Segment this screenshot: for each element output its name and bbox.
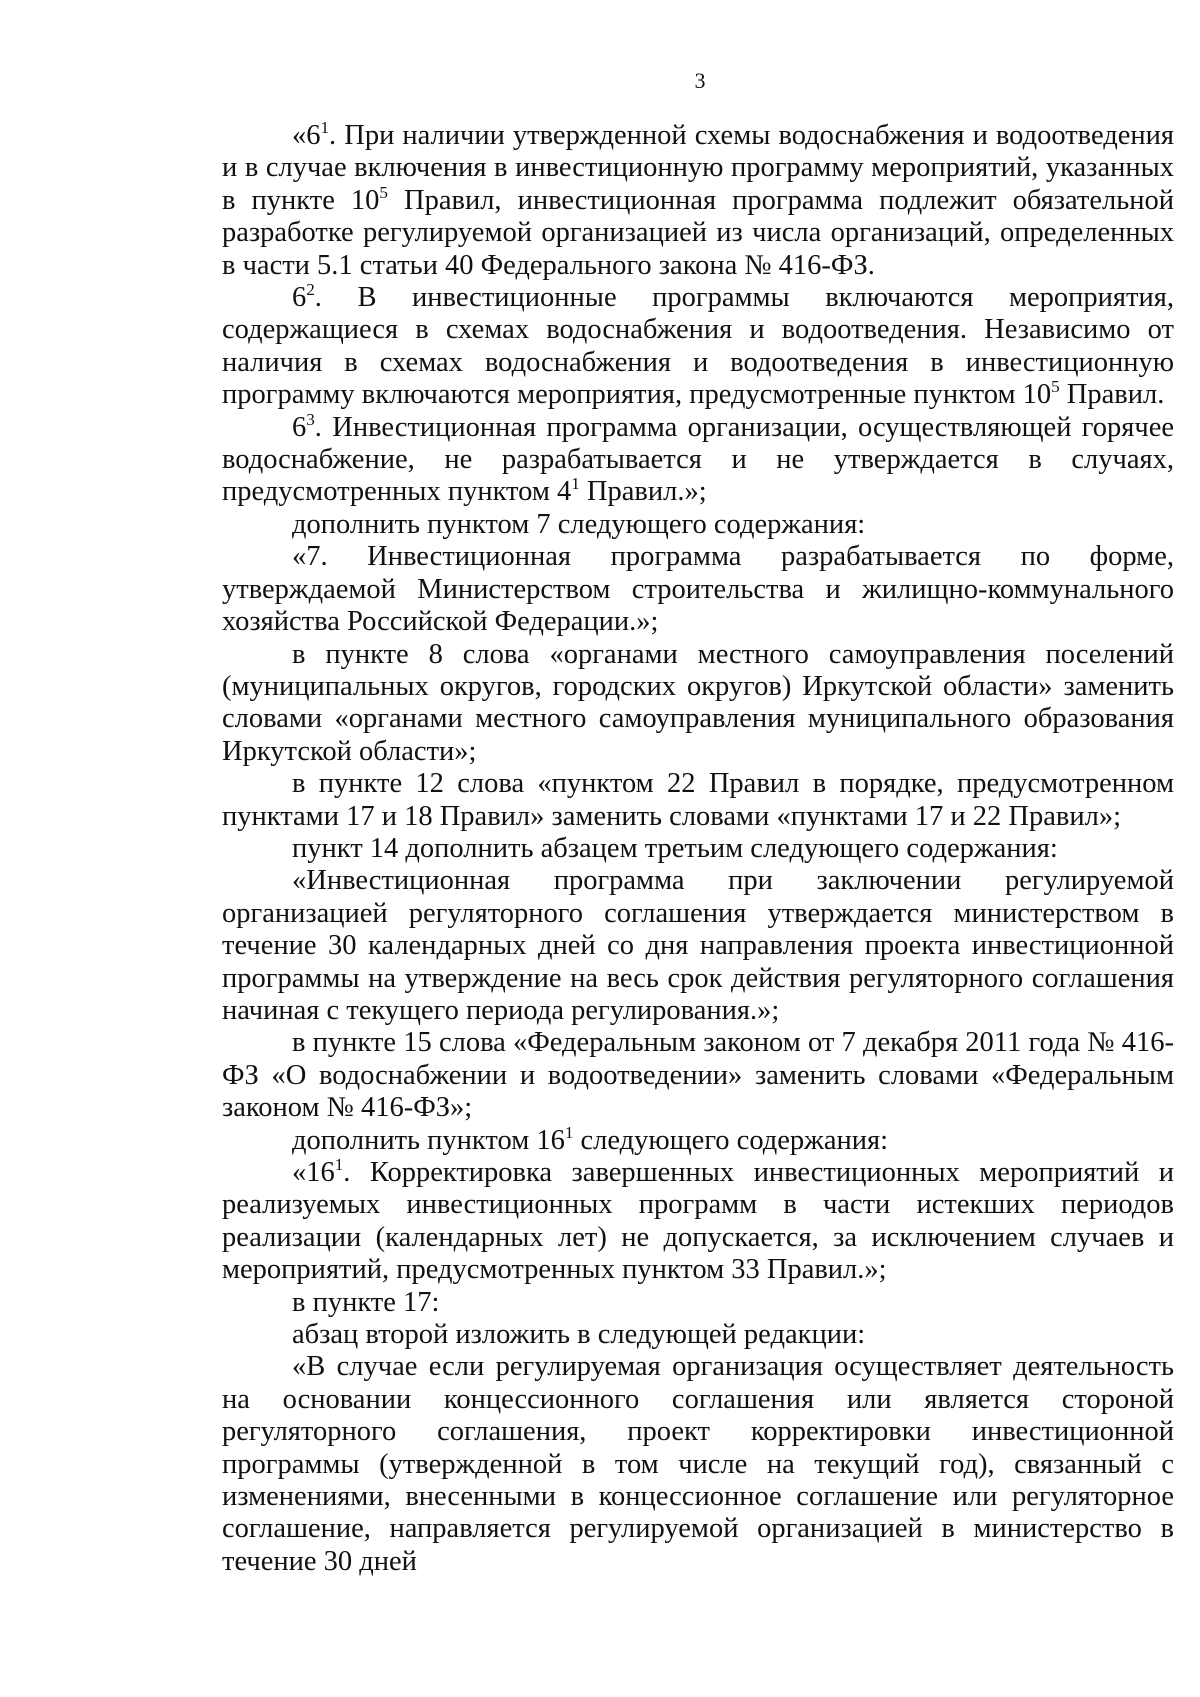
paragraph	[222, 117, 1174, 282]
paragraph-text: следующего содержания:	[573, 1124, 889, 1156]
document-body	[222, 117, 1174, 1578]
paragraph-text: . При наличии утвержденной схемы водоснабжения и водоотведения и в случае включения в инвестиционную программу мероприятий, указанных в пункте 10	[222, 120, 1174, 216]
paragraph-text: пункт 14 дополнить абзацем третьим следующего содержания:	[292, 832, 1058, 864]
paragraph-text: в пункте 12 слова «пунктом 22 Правил в порядке, предусмотренном пунктами 17 и 18 Правил» заменить словами «пунктами 17 и 22 Правил»;	[222, 768, 1174, 832]
paragraph-text: в пункте 17:	[292, 1286, 440, 1318]
page-number: 3	[694, 68, 706, 93]
paragraph-text: «Инвестиционная программа при заключении регулируемой организацией регуляторного соглашения утверждается министерством в течение 30 календарных дней со дня направления проекта инвестиционной программы на утверждение на весь срок действия регуляторного соглашения начиная с текущего периода регулирования.»;	[222, 865, 1174, 1026]
paragraph-text: Правил.»;	[579, 476, 707, 508]
paragraph	[222, 509, 1174, 541]
superscript: 1	[564, 1122, 574, 1142]
superscript: 3	[306, 409, 315, 429]
paragraph-text: абзац второй изложить в следующей редакции:	[292, 1319, 866, 1351]
paragraph-text: . Инвестиционная программа организации, осуществляющей горячее водоснабжение, не разрабатывается и не утверждается в случаях, предусмотренных пунктом 4	[222, 411, 1174, 508]
paragraph	[222, 1027, 1174, 1124]
paragraph	[222, 639, 1174, 769]
paragraph-text: в пункте 15 слова «Федеральным законом от 7 декабря 2011 года № 416-ФЗ «О водоснабжении и водоотведении» заменить словами «Федеральным законом № 416-ФЗ»;	[222, 1027, 1174, 1124]
paragraph	[222, 768, 1174, 833]
superscript: 1	[334, 1154, 344, 1174]
paragraph-text: Правил.	[1059, 379, 1165, 411]
paragraph	[222, 1287, 1174, 1319]
paragraph-text: дополнить пунктом 7 следующего содержания:	[292, 508, 866, 540]
paragraph	[222, 1319, 1174, 1351]
superscript: 1	[571, 474, 580, 494]
paragraph	[222, 833, 1174, 865]
paragraph-text: 6	[292, 282, 307, 314]
superscript: 5	[379, 182, 388, 202]
paragraph	[222, 541, 1174, 638]
paragraph-text: в пункте 8 слова «органами местного самоуправления поселений (муниципальных округов, городских округов) Иркутской области» заменить словами «органами местного самоуправления муниципального образования Иркутской области»;	[222, 638, 1174, 767]
paragraph	[222, 1154, 1174, 1287]
paragraph	[222, 409, 1174, 509]
paragraph-text: «7. Инвестиционная программа разрабатывается по форме, утверждаемой Министерством строительства и жилищно-коммунального хозяйства Российской Федерации.»;	[222, 541, 1174, 638]
paragraph-text: . В инвестиционные программы включаются мероприятия, содержащиеся в схемах водоснабжения и водоотведения. Независимо от наличия в схемах водоснабжения и водоотведения в инвестиционную программу включаются мероприятия, предусмотренные пунктом 10	[222, 282, 1174, 411]
superscript: 2	[306, 279, 315, 299]
paragraph	[222, 1122, 1174, 1157]
paragraph-text: Правил, инвестиционная программа подлежит обязательной разработке регулируемой организацией из числа организаций, определенных в части 5.1 статьи 40 Федерального закона № 416-ФЗ.	[222, 184, 1174, 281]
paragraph-text: «16	[292, 1157, 335, 1188]
superscript: 5	[1051, 377, 1060, 397]
paragraph-text: «В случае если регулируемая организация осуществляет деятельность на основании концессионного соглашения или является стороной регуляторного соглашения, проект корректировки инвестиционной программы (утвержденной в том числе на текущий год), связанный с изменениями, внесенными в концессионное соглашение или регуляторное соглашение, направляется регулируемой организацией в министерство в течение 30 дней	[222, 1351, 1174, 1577]
paragraph	[222, 865, 1174, 1027]
paragraph	[222, 1351, 1174, 1578]
superscript: 1	[320, 117, 330, 137]
paragraph-text: «6	[292, 120, 321, 151]
paragraph	[222, 279, 1174, 412]
paragraph-text: . Корректировка завершенных инвестиционных мероприятий и реализуемых инвестиционных программ в части истекших периодов реализации (календарных лет) не допускается, за исключением случаев и мероприятий, предусмотренных пунктом 33 Правил.»;	[222, 1157, 1174, 1286]
paragraph-text: 6	[292, 411, 307, 443]
paragraph-text: дополнить пунктом 16	[292, 1124, 565, 1156]
